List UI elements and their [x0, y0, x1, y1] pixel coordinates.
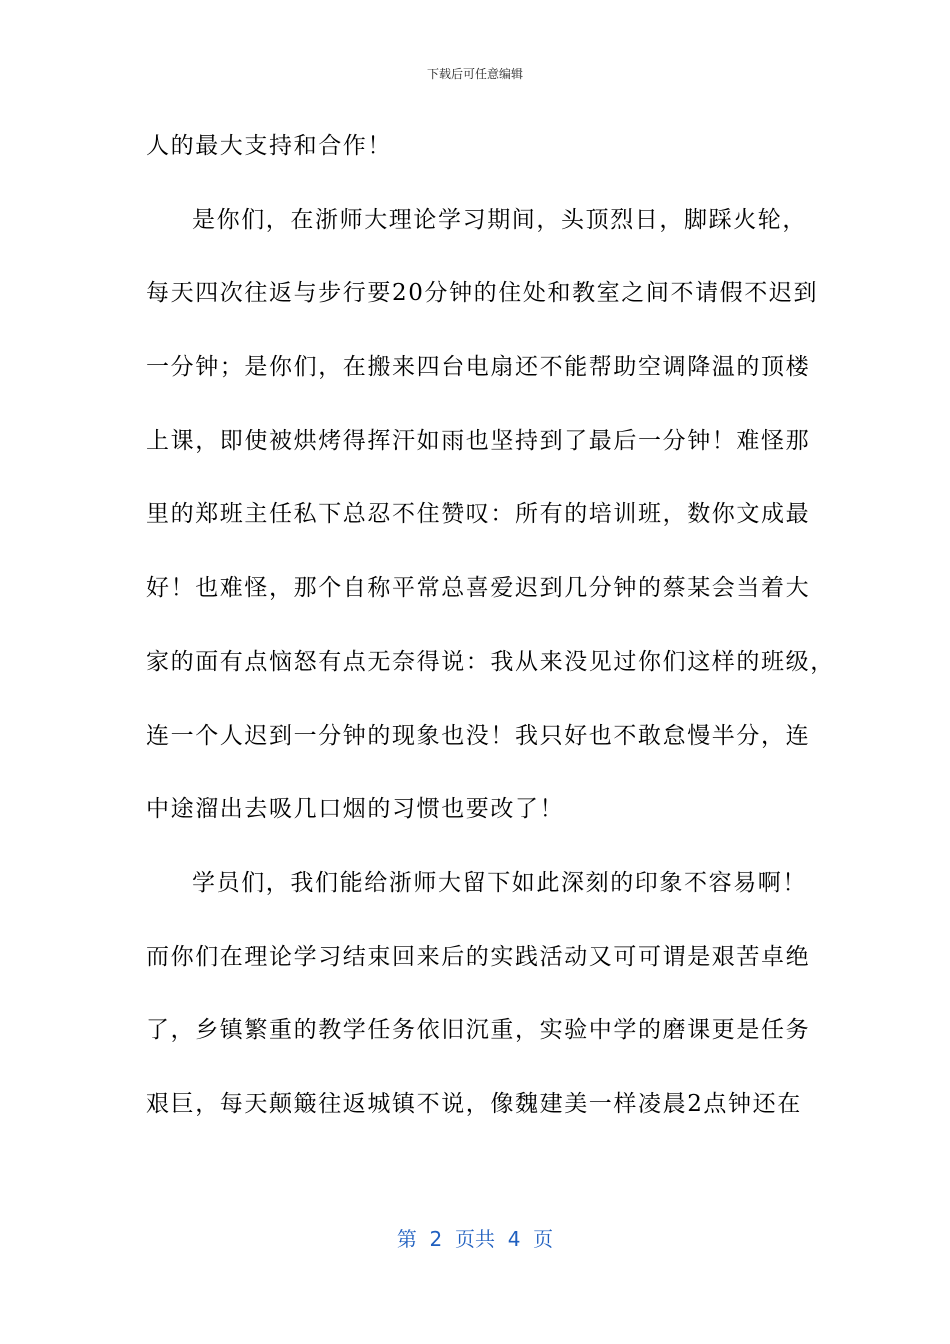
text-line-2: 是你们，在浙师大理论学习期间，头顶烈日，脚踩火轮， — [192, 206, 807, 233]
page-footer: 第 2 页共 4 页 — [396, 1227, 554, 1251]
text-line-8: 家的面有点恼怒有点无奈得说：我从来没见过你们这样的班级， — [146, 648, 835, 675]
text-line-4: 一分钟；是你们，在搬来四台电扇还不能帮助空调降温的顶楼 — [146, 354, 811, 381]
text-line-1: 人的最大支持和合作！ — [146, 133, 392, 159]
text-line-7: 好！也难怪，那个自称平常总喜爱迟到几分钟的蔡某会当着大 — [146, 575, 811, 602]
text-line-3: 每天四次往返与步行要20分钟的住处和教室之间不请假不迟到 — [146, 280, 819, 307]
text-line-10: 中途溜出去吸几口烟的习惯也要改了！ — [146, 796, 565, 823]
document-body — [146, 110, 835, 1142]
text-line-12: 而你们在理论学习结束回来后的实践活动又可可谓是艰苦卓绝 — [146, 943, 811, 970]
text-line-11: 学员们，我们能给浙师大留下如此深刻的印象不容易啊！ — [192, 869, 807, 896]
text-line-6: 里的郑班主任私下总忍不住赞叹：所有的培训班，数你文成最 — [146, 501, 811, 528]
text-line-14: 艰巨，每天颠簸往返城镇不说，像魏建美一样凌晨2点钟还在 — [146, 1090, 802, 1117]
page-header: 下载后可任意编辑 — [426, 67, 523, 81]
text-line-13: 了，乡镇繁重的教学任务依旧沉重，实验中学的磨课更是任务 — [146, 1017, 811, 1044]
text-line-9: 连一个人迟到一分钟的现象也没！我只好也不敢怠慢半分，连 — [146, 722, 811, 749]
text-line-5: 上课，即使被烘烤得挥汗如雨也坚持到了最后一分钟！难怪那 — [146, 427, 811, 454]
